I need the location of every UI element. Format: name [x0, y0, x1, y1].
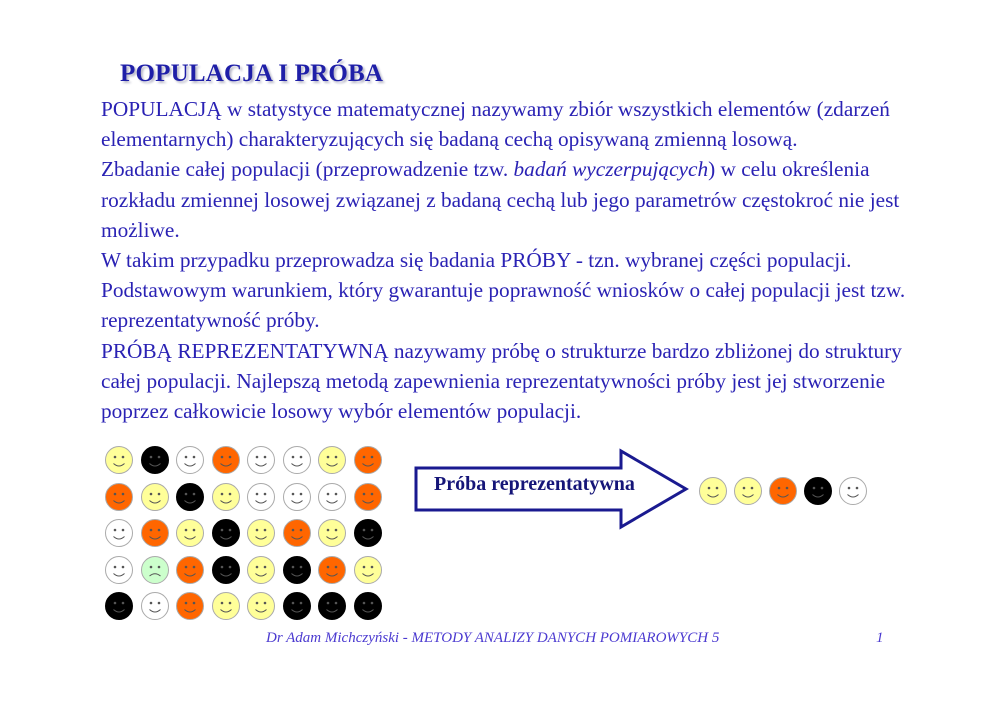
- sample-yellow-smiley-icon: [733, 476, 763, 506]
- yellow-smiley-icon: [246, 518, 276, 548]
- white-smiley-icon: [246, 445, 276, 475]
- yellow-smiley-icon: [246, 555, 276, 585]
- green-smiley-icon: [140, 555, 170, 585]
- slide-title: POPULACJA I PRÓBA: [120, 60, 384, 87]
- paragraph-exhaustive-study-tail: ) w celu określenia rozkładu zmiennej losowej związanej z badaną cechą lub jego parametrów częstokroć nie jest możliwe.: [101, 157, 900, 242]
- black-smiley-icon: [282, 555, 312, 585]
- paragraph-population-definition: POPULACJĄ w statystyce matematycznej nazywamy zbiór wszystkich elementów (zdarzeń elementarnych) charakteryzujących się badaną cechą opisywaną zmienną losową.: [101, 97, 890, 152]
- emphasis-term: badań wyczerpujących: [513, 157, 709, 182]
- yellow-smiley-icon: [175, 518, 205, 548]
- sample-black-smiley-icon: [803, 476, 833, 506]
- orange-smiley-icon: [211, 445, 241, 475]
- orange-smiley-icon: [104, 482, 134, 512]
- black-smiley-icon: [282, 591, 312, 621]
- orange-smiley-icon: [175, 555, 205, 585]
- white-smiley-icon: [282, 482, 312, 512]
- orange-smiley-icon: [282, 518, 312, 548]
- paragraph-exhaustive-study: [101, 154, 921, 245]
- black-smiley-icon: [353, 591, 383, 621]
- white-smiley-icon: [282, 445, 312, 475]
- black-smiley-icon: [175, 482, 205, 512]
- sample-smiley-row: [698, 476, 878, 510]
- sample-orange-smiley-icon: [768, 476, 798, 506]
- arrow-label: Próba reprezentatywna: [434, 473, 635, 495]
- white-smiley-icon: [140, 591, 170, 621]
- yellow-smiley-icon: [104, 445, 134, 475]
- orange-smiley-icon: [140, 518, 170, 548]
- body-text: [101, 94, 921, 426]
- orange-smiley-icon: [353, 482, 383, 512]
- orange-smiley-icon: [175, 591, 205, 621]
- paragraph-representative-sample: PRÓBĄ REPREZENTATYWNĄ nazywamy próbę o strukturze bardzo zbliżonej do struktury całej populacji. Najlepszą metodą zapewnienia reprezentatywności próby jest jej stworzenie poprzez całkowicie losowy wybór elementów populacji.: [101, 338, 902, 424]
- white-smiley-icon: [104, 518, 134, 548]
- white-smiley-icon: [317, 482, 347, 512]
- black-smiley-icon: [211, 555, 241, 585]
- yellow-smiley-icon: [353, 555, 383, 585]
- population-smiley-grid: [104, 445, 394, 625]
- orange-smiley-icon: [353, 445, 383, 475]
- white-smiley-icon: [175, 445, 205, 475]
- yellow-smiley-icon: [211, 482, 241, 512]
- black-smiley-icon: [211, 518, 241, 548]
- yellow-smiley-icon: [246, 591, 276, 621]
- paragraph-exhaustive-study-lead: Zbadanie całej populacji (przeprowadzenie tzw.: [101, 157, 514, 182]
- footer-author: Dr Adam Michczyński - METODY ANALIZY DANYCH POMIAROWYCH 5: [266, 630, 720, 646]
- yellow-smiley-icon: [140, 482, 170, 512]
- black-smiley-icon: [353, 518, 383, 548]
- sample-yellow-smiley-icon: [698, 476, 728, 506]
- white-smiley-icon: [104, 555, 134, 585]
- sample-white-smiley-icon: [838, 476, 868, 506]
- yellow-smiley-icon: [317, 518, 347, 548]
- orange-smiley-icon: [317, 555, 347, 585]
- arrow-representative-sample: [414, 448, 690, 530]
- page-number: 1: [876, 630, 884, 646]
- yellow-smiley-icon: [211, 591, 241, 621]
- paragraph-sample-study: W takim przypadku przeprowadza się badania PRÓBY - tzn. wybranej części populacji. Podstawowym warunkiem, który gwarantuje poprawność wniosków o całej populacji jest tzw. reprezentatywność próby.: [101, 248, 906, 333]
- black-smiley-icon: [104, 591, 134, 621]
- yellow-smiley-icon: [317, 445, 347, 475]
- black-smiley-icon: [317, 591, 347, 621]
- white-smiley-icon: [246, 482, 276, 512]
- black-smiley-icon: [140, 445, 170, 475]
